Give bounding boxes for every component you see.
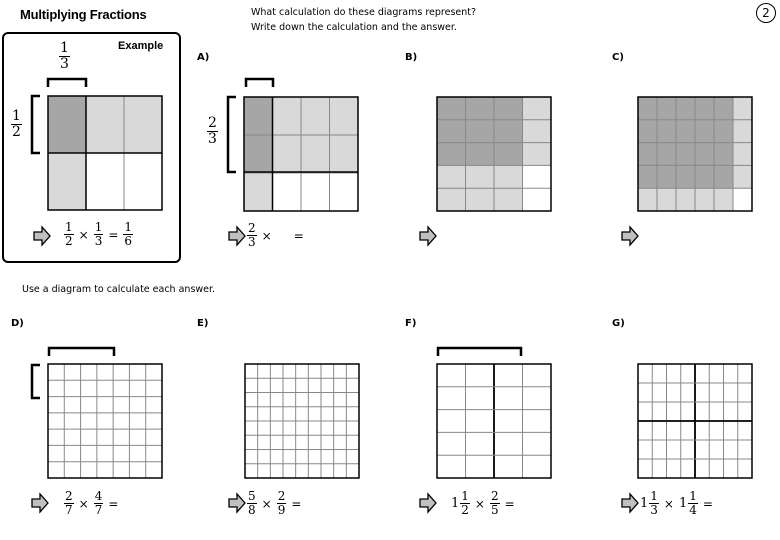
question-d-col-bracket — [49, 348, 114, 356]
question-a-grid-cell — [244, 173, 273, 211]
question-g-label: G) — [612, 318, 625, 329]
question-b-grid-cell — [437, 97, 466, 120]
question-c-grid-cell — [638, 97, 657, 120]
question-b-grid-cell — [437, 188, 466, 211]
question-g-arrow-icon — [622, 494, 638, 512]
instruction-line-1: What calculation do these diagrams represent? — [251, 7, 477, 18]
equals-sign: = — [108, 227, 119, 242]
denominator: 2 — [12, 124, 21, 140]
question-a-expression: $\frac{2}{3}$ × = — [248, 221, 304, 249]
numerator: 1 — [60, 40, 69, 56]
denominator: 3 — [60, 56, 69, 72]
example-grid-cell — [48, 153, 86, 210]
question-c-grid-cell — [638, 143, 657, 166]
example-grid-cell — [124, 96, 162, 153]
question-b-grid-cell — [437, 120, 466, 143]
question-c-grid-cell — [714, 188, 733, 211]
question-c-grid-cell — [695, 97, 714, 120]
times-sign: × — [78, 227, 89, 242]
example-col-bracket — [48, 79, 86, 87]
example-expression — [64, 221, 133, 248]
question-d-row-bracket — [32, 365, 40, 398]
question-c-grid-cell — [676, 143, 695, 166]
question-b-grid-cell — [494, 188, 523, 211]
question-b-arrow-icon — [420, 227, 436, 245]
question-b-grid-cell — [494, 97, 523, 120]
fraction-a: $\frac{1}{2}$ — [65, 220, 73, 248]
question-a-label: A) — [197, 52, 210, 63]
example-grid-cell — [86, 96, 124, 153]
question-f-col-bracket — [438, 348, 521, 356]
question-a-row-fraction: $\frac{2}{3}$ — [208, 115, 217, 147]
question-c-label: C) — [612, 52, 624, 63]
question-a-grid-cell — [244, 97, 273, 135]
question-b-grid-cell — [466, 188, 495, 211]
question-d-arrow-icon — [32, 494, 48, 512]
question-c-grid-cell — [676, 97, 695, 120]
question-b-grid-cell — [523, 97, 552, 120]
question-c-grid-cell — [695, 120, 714, 143]
question-d-label: D) — [11, 318, 24, 329]
question-c-grid-cell — [657, 143, 676, 166]
fraction-b: $\frac{1}{3}$ — [94, 220, 103, 248]
question-b-grid-cell — [437, 143, 466, 166]
question-a-grid-cell — [301, 135, 330, 173]
question-c-grid-cell — [638, 188, 657, 211]
question-c-grid-cell — [657, 188, 676, 211]
question-c-grid-cell — [733, 165, 752, 188]
question-a-grid-cell — [301, 97, 330, 135]
question-a-row-bracket — [228, 97, 236, 172]
question-b-grid-cell — [494, 165, 523, 188]
question-f-expression: 1 $\frac{1}{2}$ × $\frac{2}{5}$ = — [451, 489, 515, 517]
question-g-expression: 1 $\frac{1}{3}$ × 1 $\frac{1}{4}$ = — [640, 489, 713, 517]
question-c-grid-cell — [695, 165, 714, 188]
example-arrow-icon — [34, 227, 50, 245]
question-c-grid-cell — [657, 120, 676, 143]
question-c-grid-cell — [733, 97, 752, 120]
example-label: Example — [118, 40, 164, 52]
question-e-arrow-icon — [229, 494, 245, 512]
question-b-grid-cell — [523, 120, 552, 143]
question-a-grid-cell — [330, 135, 359, 173]
question-e-label: E) — [197, 318, 209, 329]
page-number: 2 — [756, 3, 776, 23]
question-c-grid-cell — [733, 120, 752, 143]
question-a-col-bracket — [246, 79, 273, 87]
question-b-label: B) — [405, 52, 418, 63]
question-b-grid-cell — [494, 143, 523, 166]
question-b-grid-cell — [437, 165, 466, 188]
question-d-grid-frame — [48, 364, 162, 478]
numerator: 1 — [12, 108, 21, 124]
question-a-grid-cell — [330, 97, 359, 135]
question-f-label: F) — [405, 318, 417, 329]
question-c-grid-cell — [657, 97, 676, 120]
result-fraction: $\frac{1}{6}$ — [124, 220, 133, 248]
question-b-grid-cell — [466, 97, 495, 120]
question-b-grid-cell — [494, 120, 523, 143]
example-row-bracket — [32, 96, 40, 153]
question-c-grid-cell — [714, 97, 733, 120]
question-c-grid-cell — [714, 143, 733, 166]
example-grid-cell — [48, 96, 86, 153]
question-a-arrow-icon — [229, 227, 245, 245]
question-c-grid-cell — [638, 165, 657, 188]
question-b-grid-cell — [523, 143, 552, 166]
question-c-grid-cell — [714, 120, 733, 143]
question-c-grid-cell — [676, 120, 695, 143]
subheading: Use a diagram to calculate each answer. — [22, 284, 216, 295]
question-a-grid-cell — [273, 97, 302, 135]
worksheet-title: Multiplying Fractions — [20, 7, 147, 22]
question-c-grid-cell — [676, 165, 695, 188]
question-f-arrow-icon — [420, 494, 436, 512]
question-c-grid-cell — [695, 188, 714, 211]
question-c-grid-cell — [676, 188, 695, 211]
question-b-grid-cell — [466, 120, 495, 143]
question-c-grid-cell — [695, 143, 714, 166]
question-a-grid-cell — [273, 135, 302, 173]
question-b-grid-cell — [466, 143, 495, 166]
instruction-line-2: Write down the calculation and the answer. — [251, 22, 457, 33]
fraction-a: $\frac{2}{3}$ — [248, 221, 256, 249]
question-e-expression: $\frac{5}{8}$ × $\frac{2}{9}$ = — [248, 489, 302, 517]
question-c-grid-cell — [733, 143, 752, 166]
question-c-arrow-icon — [622, 227, 638, 245]
question-b-grid-cell — [466, 165, 495, 188]
question-a-grid-cell — [244, 135, 273, 173]
question-c-grid-cell — [657, 165, 676, 188]
question-d-expression: $\frac{2}{7}$ × $\frac{4}{7}$ = — [65, 489, 119, 517]
question-c-grid-cell — [638, 120, 657, 143]
question-c-grid-cell — [714, 165, 733, 188]
